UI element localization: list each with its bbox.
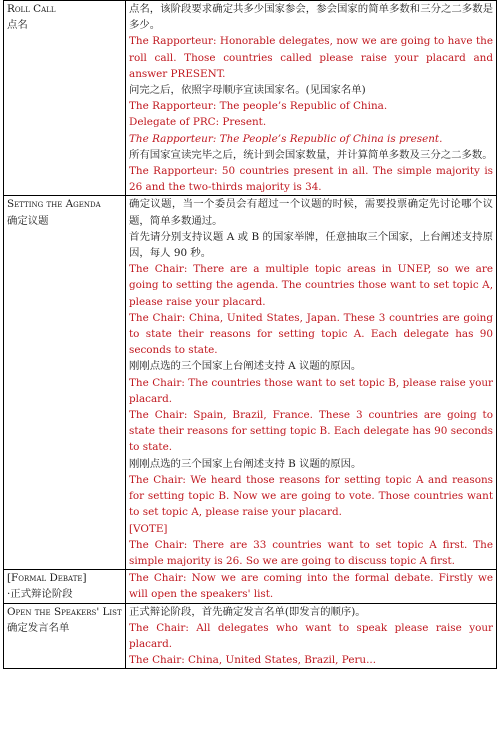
procedure-table (3, 0, 497, 669)
instruction-line: 确定议题，当一个委员会有超过一个议题的时候，需要投票确定先讨论哪个议题，简单多数通过。 (129, 198, 493, 227)
table-row (4, 196, 497, 570)
script-line: Delegate of PRC: Present. (129, 116, 267, 129)
stage-heading-en: Open the Speakers' List (7, 605, 122, 618)
script-line: The Chair: All delegates who want to speak please raise your placard. (129, 621, 493, 650)
stage-heading-zh: 确定议题 (7, 214, 49, 227)
stage-content-cell (126, 196, 497, 570)
script-line: The Chair: China, United States, Brazil, Peru... (129, 654, 377, 667)
stage-heading-cell (4, 603, 126, 669)
instruction-line: 正式辩论阶段，首先确定发言名单(即发言的顺序)。 (129, 605, 366, 618)
stage-heading-zh: 点名 (7, 19, 28, 32)
script-line: The Chair: Now we are coming into the formal debate. Firstly we will open the speakers' list. (129, 572, 493, 601)
script-line: The Rapporteur: Honorable delegates, now we are going to have the roll call. Those countries called please raise your placard and answer PRESENT. (129, 35, 493, 80)
stage-content-cell (126, 603, 497, 669)
instruction-line: 首先请分别支持议题 A 或 B 的国家举牌，任意抽取三个国家，上台阐述支持原因，每人 90 秒。 (129, 230, 493, 260)
table-row (4, 1, 497, 196)
table-row (4, 570, 497, 603)
stage-heading-en: Roll Call (7, 3, 56, 15)
script-line: The Chair: There are 33 countries want to set topic A first. The simple majority is 26. So we are going to discuss topic A first. (129, 538, 493, 567)
script-line: [VOTE] (129, 522, 168, 535)
instruction-line: 问完之后，依照字母顺序宣读国家名。(见国家名单) (129, 84, 366, 97)
stage-heading-zh: 确定发言名单 (7, 621, 70, 634)
script-line: The Chair: There are a multiple topic areas in UNEP, so we are going to setting the agenda. The countries those want to set topic A, please raise your placard. (129, 263, 493, 308)
stage-heading-en: [Formal Debate] (7, 572, 87, 585)
instruction-line: 刚刚点选的三个国家上台阐述支持 B 议题的原因。 (129, 457, 362, 470)
stage-content-cell (126, 1, 497, 196)
script-line: The Chair: China, United States, Japan. These 3 countries are going to state their reasons for setting topic A. Each delegate has 90 seconds to state. (129, 311, 493, 357)
stage-heading-en: Setting the Agenda (7, 198, 101, 211)
stage-heading-cell (4, 196, 126, 570)
instruction-line: 点名，该阶段要求确定共多少国家参会，参会国家的简单多数和三分之二多数是多少。 (129, 3, 493, 32)
table-row (4, 603, 497, 669)
instruction-line: 所有国家宣读完毕之后，统计到会国家数量，并计算简单多数及三分之二多数。 (129, 148, 493, 161)
script-line: The Rapporteur: 50 countries present in all. The simple majority is 26 and the two-thirds majority is 34. (129, 165, 493, 194)
stage-heading-zh: ·正式辩论阶段 (7, 588, 73, 601)
script-line: The Chair: Spain, Brazil, France. These 3 countries are going to state their reasons for setting topic B. Each delegate has 90 seconds to state. (129, 409, 493, 454)
script-line: The Rapporteur: The people’s Republic of China. (129, 100, 388, 113)
stage-content-cell (126, 570, 497, 603)
stage-heading-cell (4, 1, 126, 196)
script-line: The Chair: We heard those reasons for setting topic A and reasons for setting topic B. Now we are going to vote. Those countries want to set topic A, please raise your placard. (129, 473, 493, 519)
script-line: The Chair: The countries those want to set topic B, please raise your placard. (129, 376, 493, 405)
script-line: The Rapporteur: The People’s Republic of China is present. (129, 132, 443, 145)
instruction-line: 刚刚点选的三个国家上台阐述支持 A 议题的原因。 (129, 360, 362, 373)
stage-heading-cell (4, 570, 126, 603)
